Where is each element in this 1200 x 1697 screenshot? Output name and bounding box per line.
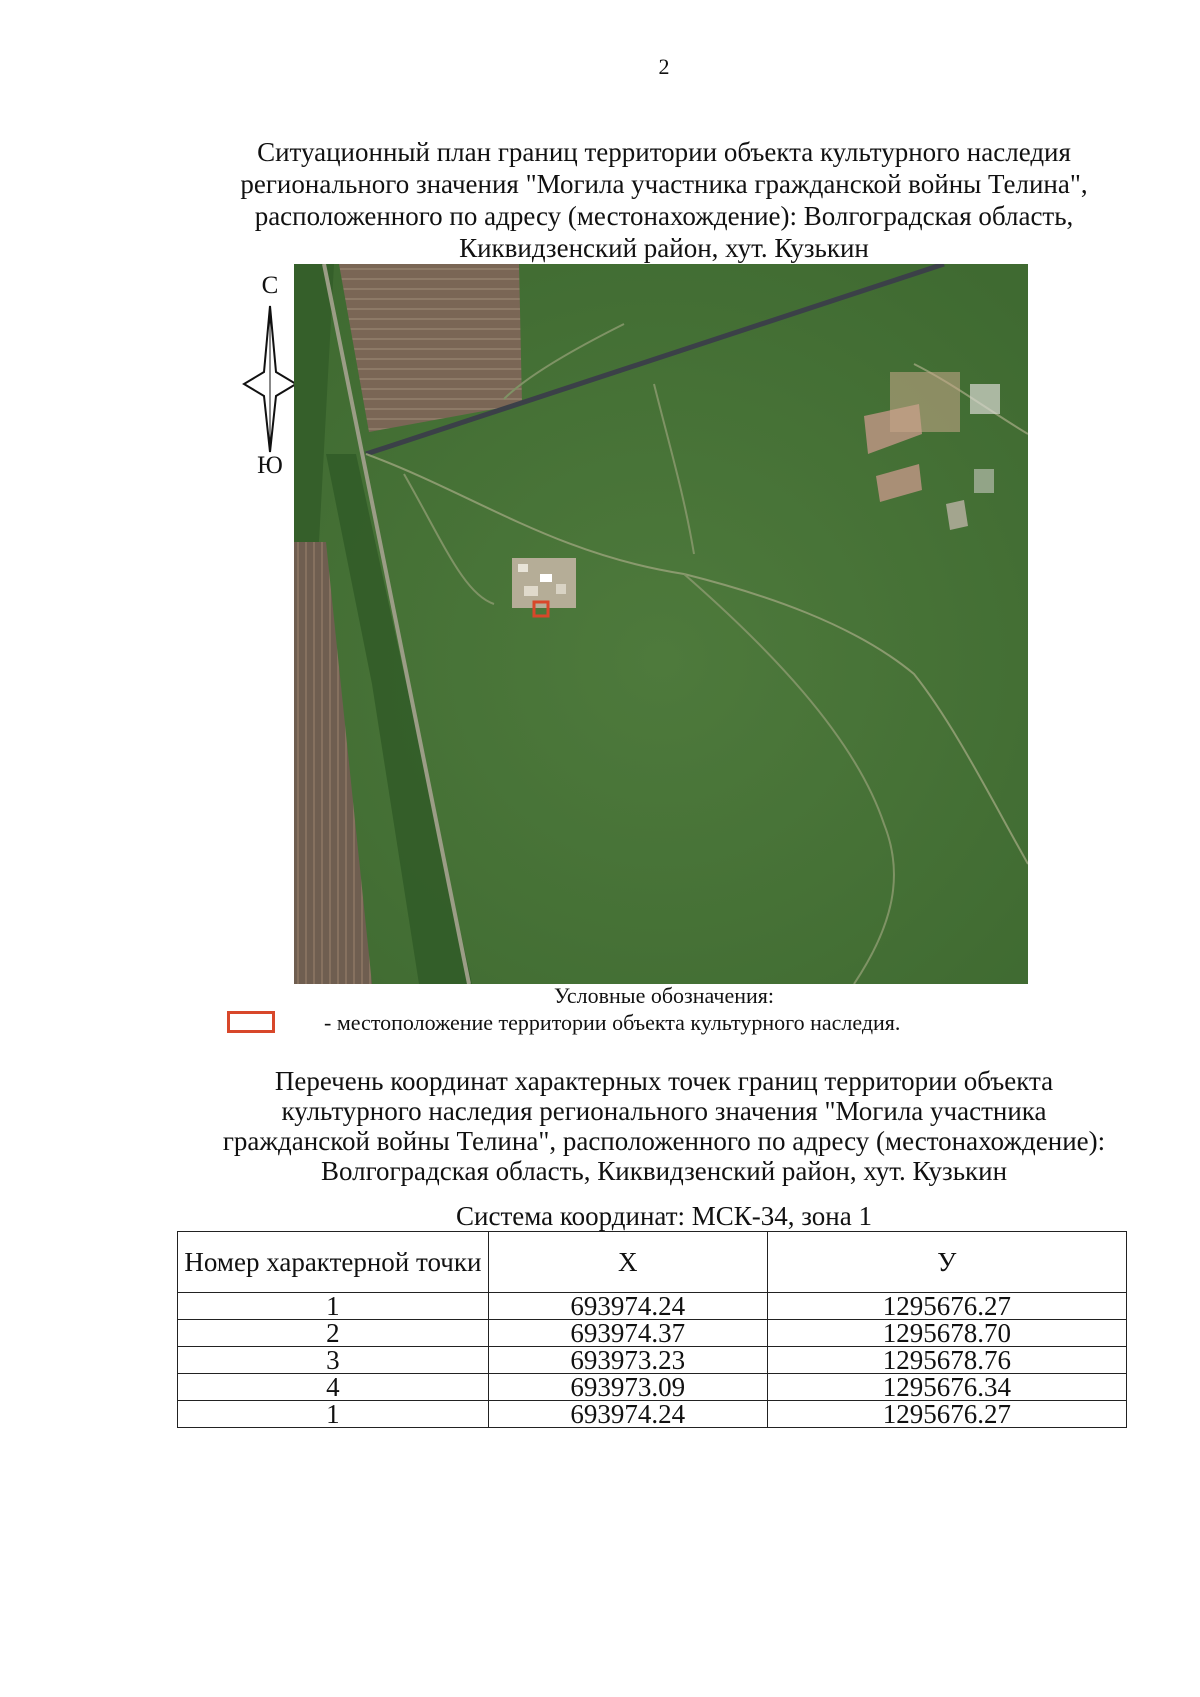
plan-title-line: Киквидзенский район, хут. Кузькин — [459, 233, 869, 263]
cell-x: 693974.37 — [488, 1320, 767, 1347]
table-row — [178, 1374, 1127, 1401]
satellite-map — [294, 264, 1028, 984]
header-x: X — [488, 1232, 767, 1293]
coordinates-title-line: Волгоградская область, Киквидзенский район, хут. Кузькин — [320, 1156, 1008, 1186]
plan-title-line: Ситуационный план границ территории объекта культурного наследия — [257, 137, 1071, 167]
compass-rose-icon — [242, 304, 298, 454]
cell-y: 1295678.76 — [767, 1347, 1126, 1374]
coordinates-title — [150, 1066, 1178, 1186]
coordinates-title-line: гражданской войны Телина", расположенного по адресу (местонахождение): — [222, 1126, 1106, 1156]
cell-y: 1295676.27 — [767, 1293, 1126, 1320]
cell-point: 3 — [178, 1347, 489, 1374]
cell-point: 2 — [178, 1320, 489, 1347]
coordinates-title-line: Перечень координат характерных точек границ территории объекта — [274, 1066, 1054, 1096]
compass-north-label: С — [261, 272, 279, 299]
cell-point: 1 — [178, 1401, 489, 1428]
compass-south-label: Ю — [257, 452, 283, 479]
plan-title-line: расположенного по адресу (местонахождение): Волгоградская область, — [254, 201, 1074, 231]
cell-point: 1 — [178, 1293, 489, 1320]
legend-heading: Условные обозначения: — [553, 983, 775, 1008]
table-row — [178, 1347, 1127, 1374]
north-arrow — [242, 272, 298, 482]
cell-y: 1295676.27 — [767, 1401, 1126, 1428]
cell-x: 693973.23 — [488, 1347, 767, 1374]
coordinate-system-caption: Система координат: МСК-34, зона 1 — [456, 1201, 872, 1231]
coordinates-title-line: культурного наследия регионального значения "Могила участника — [281, 1096, 1047, 1126]
table-header-row — [178, 1232, 1127, 1293]
plan-title-line: регионального значения "Могила участника гражданской войны Телина", — [240, 169, 1088, 199]
table-row — [178, 1401, 1127, 1428]
cell-y: 1295678.70 — [767, 1320, 1126, 1347]
page-number: 2 — [658, 54, 670, 79]
header-point-number: Номер характерной точки — [178, 1232, 489, 1293]
table-row — [178, 1320, 1127, 1347]
cell-y: 1295676.34 — [767, 1374, 1126, 1401]
table-row — [178, 1293, 1127, 1320]
cell-x: 693974.24 — [488, 1401, 767, 1428]
legend-boundary-swatch — [227, 1011, 275, 1033]
cell-x: 693973.09 — [488, 1374, 767, 1401]
coordinates-table — [177, 1231, 1127, 1428]
cell-x: 693974.24 — [488, 1293, 767, 1320]
legend-item-text: - местоположение территории объекта культурного наследия. — [324, 1010, 901, 1035]
cell-point: 4 — [178, 1374, 489, 1401]
header-y: У — [767, 1232, 1126, 1293]
plan-title — [150, 136, 1178, 264]
